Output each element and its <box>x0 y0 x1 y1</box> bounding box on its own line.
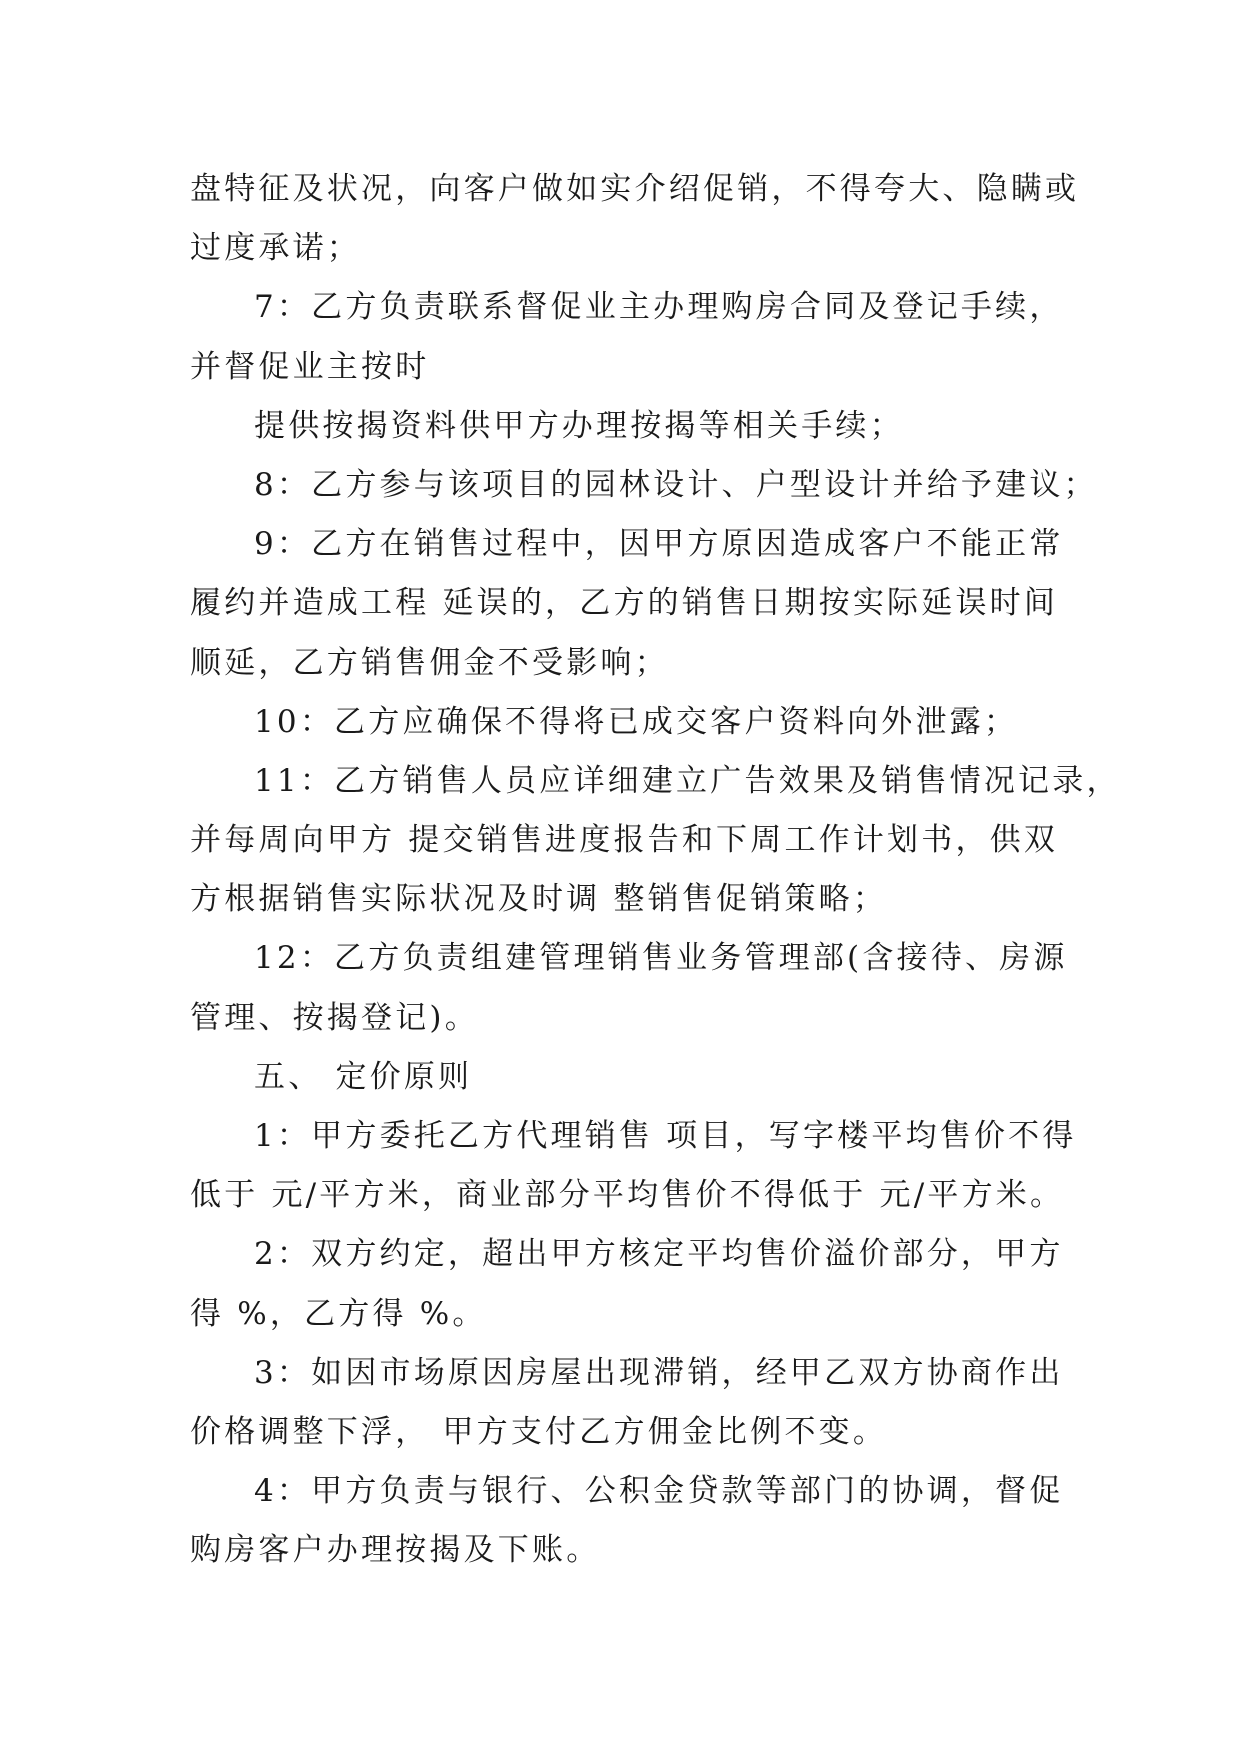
pricing-clause-1: 1：甲方委托乙方代理销售 项目，写字楼平均售价不得 <box>254 1118 1077 1154</box>
text-line: 价格调整下浮， 甲方支付乙方佣金比例不变。 <box>190 1413 888 1450</box>
pricing-clause-4: 4：甲方负责与银行、公积金贷款等部门的协调，督促 <box>254 1473 1064 1510</box>
clause-10: 10：乙方应确保不得将已成交客户资料向外泄露； <box>254 703 1019 740</box>
clause-8: 8：乙方参与该项目的园林设计、户型设计并给予建议； <box>254 466 1098 503</box>
pricing-clause-2: 2：双方约定，超出甲方核定平均售价溢价部分，甲方 <box>254 1236 1064 1273</box>
text-line: 得 %，乙方得 %。 <box>190 1295 487 1332</box>
pricing-clause-3: 3：如因市场原因房屋出现滞销，经甲乙双方协商作出 <box>254 1354 1064 1391</box>
document-body <box>190 160 1121 1581</box>
text-line: 管理、按揭登记)。 <box>190 999 479 1036</box>
text-line: 提供按揭资料供甲方办理按揭等相关手续； <box>254 407 904 444</box>
text-line: 并督促业主按时 <box>190 348 430 385</box>
text-line: 低于 元/平方米，商业部分平均售价不得低于 元/平方米。 <box>190 1177 1065 1214</box>
text-line: 盘特征及状况，向客户做如实介绍促销，不得夸大、隐瞒或 <box>190 171 1080 207</box>
clause-7: 7：乙方负责联系督促业主办理购房合同及登记手续， <box>254 289 1064 326</box>
section-heading-pricing: 五、 定价原则 <box>254 1058 473 1095</box>
text-line: 购房客户办理按揭及下账。 <box>190 1532 601 1569</box>
clause-11: 11：乙方销售人员应详细建立广告效果及销售情况记录， <box>254 762 1121 799</box>
clause-9: 9：乙方在销售过程中，因甲方原因造成客户不能正常 <box>254 526 1064 563</box>
text-line: 履约并造成工程 延误的，乙方的销售日期按实际延误时间 <box>190 585 1059 622</box>
text-line: 方根据销售实际状况及时调 整销售促销策略； <box>190 881 888 918</box>
text-line: 顺延，乙方销售佣金不受影响； <box>190 644 669 681</box>
text-line: 过度承诺； <box>190 230 361 267</box>
text-line: 并每周向甲方 提交销售进度报告和下周工作计划书，供双 <box>190 822 1059 859</box>
clause-12: 12：乙方负责组建管理销售业务管理部(含接待、房源 <box>254 940 1068 977</box>
